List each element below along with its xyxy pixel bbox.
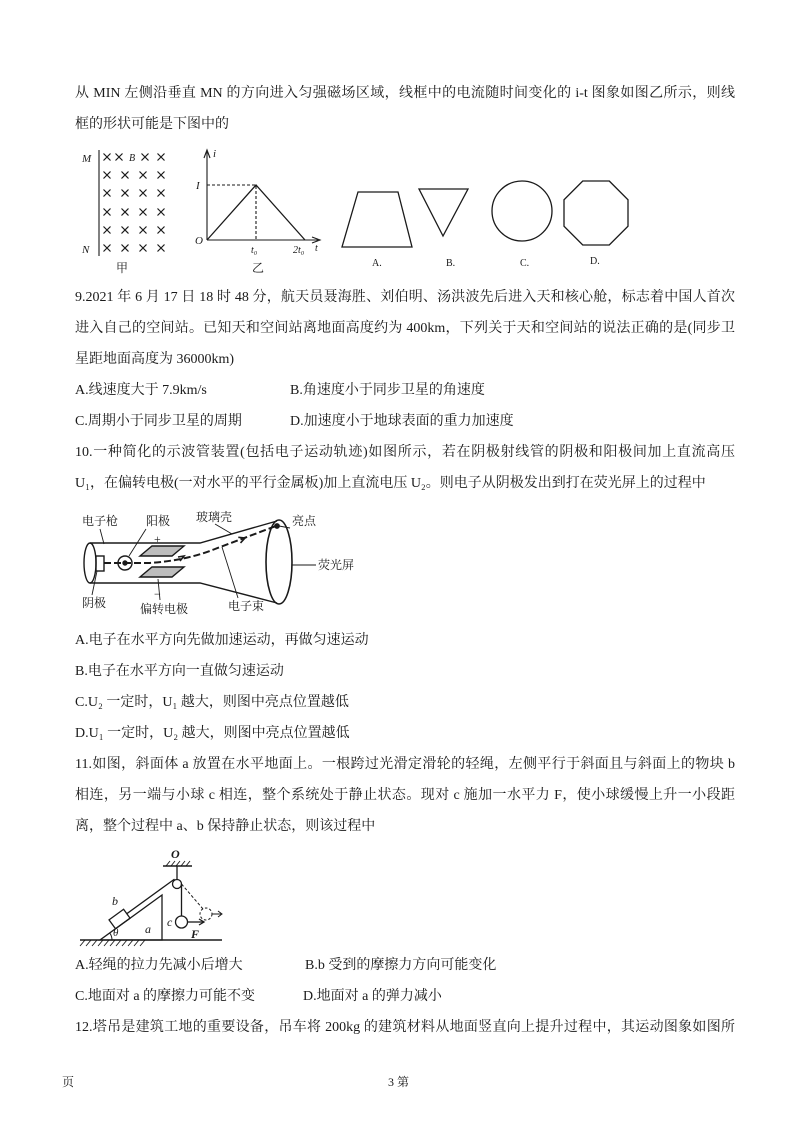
label-o: O <box>171 847 180 861</box>
q9-option-d: D.加速度小于地球表面的重力加速度 <box>290 414 514 429</box>
incline-a <box>100 895 162 940</box>
q11-option-a: A.轻绳的拉力先减小后增大 <box>75 958 243 973</box>
label-b: b <box>112 894 118 908</box>
label-f: F <box>191 927 200 941</box>
option-b-triangle <box>419 189 468 236</box>
q9-options-row-1 <box>0 375 794 406</box>
q11-line-2: 相连，另一端与小球 c 相连，整个系统处于静止状态。现对 c 施加一水平力 F，使小球缓慢上升一小段距 <box>75 788 735 803</box>
ball-displaced-dashed <box>200 908 212 920</box>
label-a: a <box>145 922 151 936</box>
q11-line-1: 11.如图，斜面体 a 放置在水平地面上。一根跨过光滑定滑轮的轻绳，左侧平行于斜面且与斜面上的物块 b <box>75 757 735 772</box>
label-c: c <box>167 915 173 929</box>
rope-displaced-dashed <box>182 884 204 909</box>
label-electron-gun: 电子枪 <box>82 514 119 528</box>
label-screen: 荧光屏 <box>318 558 355 572</box>
q11-option-d: D.地面对 a 的弹力减小 <box>303 989 442 1004</box>
spot-leader <box>279 526 290 528</box>
footer-left: 页 <box>62 1075 75 1089</box>
label-anode: 阳极 <box>146 514 171 528</box>
option-c-label: C. <box>520 258 530 269</box>
label-t0: t₀ <box>251 245 258 256</box>
displaced-arrow <box>212 911 222 917</box>
q9-option-c: C.周期小于同步卫星的周期 <box>75 414 242 429</box>
label-origin: O <box>195 235 203 247</box>
label-peak-i: I <box>196 180 200 192</box>
pulley <box>173 880 182 889</box>
tube-end <box>84 543 96 583</box>
label-theta: θ <box>113 927 119 939</box>
oscilloscope-tube-svg <box>0 499 794 625</box>
shape-options <box>342 181 628 269</box>
q11-options-row-1 <box>0 950 794 981</box>
footer-page-number: 3 第 <box>388 1075 410 1089</box>
pulley-incline-diagram <box>80 861 222 946</box>
q9-option-a: A.线速度大于 7.9km/s <box>75 383 207 398</box>
label-cathode: 阴极 <box>82 596 107 610</box>
q11-options-row-2 <box>0 981 794 1012</box>
oscilloscope-tube <box>84 520 316 604</box>
rope-incline <box>127 879 175 914</box>
gun-leader <box>100 529 104 544</box>
option-c-circle <box>492 181 552 241</box>
q11-option-c: C.地面对 a 的摩擦力可能不变 <box>75 989 256 1004</box>
q9-line-1: 9.2021 年 6 月 17 日 18 时 48 分，航天员聂海胜、刘伯明、汤洪波先后进入天和核心舱，标志着中国人首次 <box>75 290 735 305</box>
ground-hatch <box>80 940 145 946</box>
caption-jia: 甲 <box>116 261 129 275</box>
deflection-plate-upper <box>140 546 184 556</box>
q10-option-a: A.电子在水平方向先做加速运动，再做匀速运动 <box>75 633 369 648</box>
label-i-axis: i <box>213 148 217 160</box>
q10-option-d: D.U₁ 一定时，U₂ 越大，则图中亮点位置越低 <box>75 726 350 741</box>
q9-line-3: 星距地面高度为 36000km) <box>75 352 235 367</box>
theta-arc <box>110 933 112 940</box>
q10-line-2: U₁，在偏转电极(一对水平的平行金属板)加上直流电压 U₂。则电子从阴极发出到打在荧光屏上的过程中 <box>75 476 706 491</box>
caption-yi: 乙 <box>252 261 265 275</box>
option-b-label: B. <box>446 258 456 269</box>
q10-line-1: 10.一种简化的示波管装置(包括电子运动轨迹)如图所示，若在阴极射线管的阴极和阳极间加上直流高压 <box>75 445 735 460</box>
q11-option-b: B.b 受到的摩擦力方向可能变化 <box>305 958 497 973</box>
cathode <box>96 556 104 571</box>
q9-option-b: B.角速度小于同步卫星的角速度 <box>290 383 485 398</box>
option-d-label: D. <box>590 256 600 267</box>
beam-arrow-1 <box>238 537 245 543</box>
option-a-trapezoid <box>342 192 412 247</box>
label-minus: − <box>154 587 161 601</box>
label-bright-spot: 亮点 <box>292 514 317 528</box>
q10-option-b: B.电子在水平方向一直做匀速运动 <box>75 664 284 679</box>
deflection-plate-lower <box>140 567 184 577</box>
q10-figure <box>0 499 794 625</box>
q9-line-2: 进入自己的空间站。已知天和空间站离地面高度约为 400km，下列关于天和空间站的说法正确的是(同步卫 <box>75 321 735 336</box>
q12-line-1: 12.塔吊是建筑工地的重要设备，吊车将 200kg 的建筑材料从地面竖直向上提升过程中，其运动图象如图所 <box>75 1020 735 1035</box>
label-n: N <box>82 244 90 256</box>
pulley-incline-svg <box>0 842 794 950</box>
label-deflection-plates: 偏转电极 <box>140 602 189 616</box>
glass-shell-top <box>90 521 277 543</box>
block-b <box>109 909 130 928</box>
label-t-axis: t <box>315 243 318 254</box>
q11-line-3: 离，整个过程中 a、b 保持静止状态，则该过程中 <box>75 819 376 834</box>
label-m: M <box>82 153 92 165</box>
q10-option-c: C.U₂ 一定时，U₁ 越大，则图中亮点位置越低 <box>75 695 349 710</box>
label-electron-beam: 电子束 <box>228 599 265 613</box>
option-a-label: A. <box>372 258 382 269</box>
label-b-field: B <box>129 153 136 164</box>
option-d-octagon <box>564 181 628 245</box>
label-2t0: 2t₀ <box>293 245 305 256</box>
q8-line-2: 框的形状可能是下图中的 <box>75 117 229 132</box>
q9-options-row-2 <box>0 406 794 437</box>
q8-figures-svg <box>0 140 794 282</box>
q8-figures <box>0 140 794 282</box>
label-glass-shell: 玻璃壳 <box>196 510 233 524</box>
label-plus: + <box>154 532 161 546</box>
fluorescent-screen <box>266 520 292 604</box>
page-content <box>0 78 794 1043</box>
figure-jia <box>81 150 165 275</box>
bright-spot <box>275 524 279 528</box>
glass-leader <box>215 524 232 534</box>
ball-c <box>176 916 188 928</box>
figure-yi-it-graph <box>195 148 320 275</box>
q8-line-1: 从 MIN 左侧沿垂直 MN 的方向进入匀强磁场区域，线框中的电流随时间变化的 i-t 图象如图乙所示，则线 <box>75 86 735 101</box>
q11-figure <box>0 842 794 950</box>
magnetic-field-crosses <box>104 154 165 252</box>
